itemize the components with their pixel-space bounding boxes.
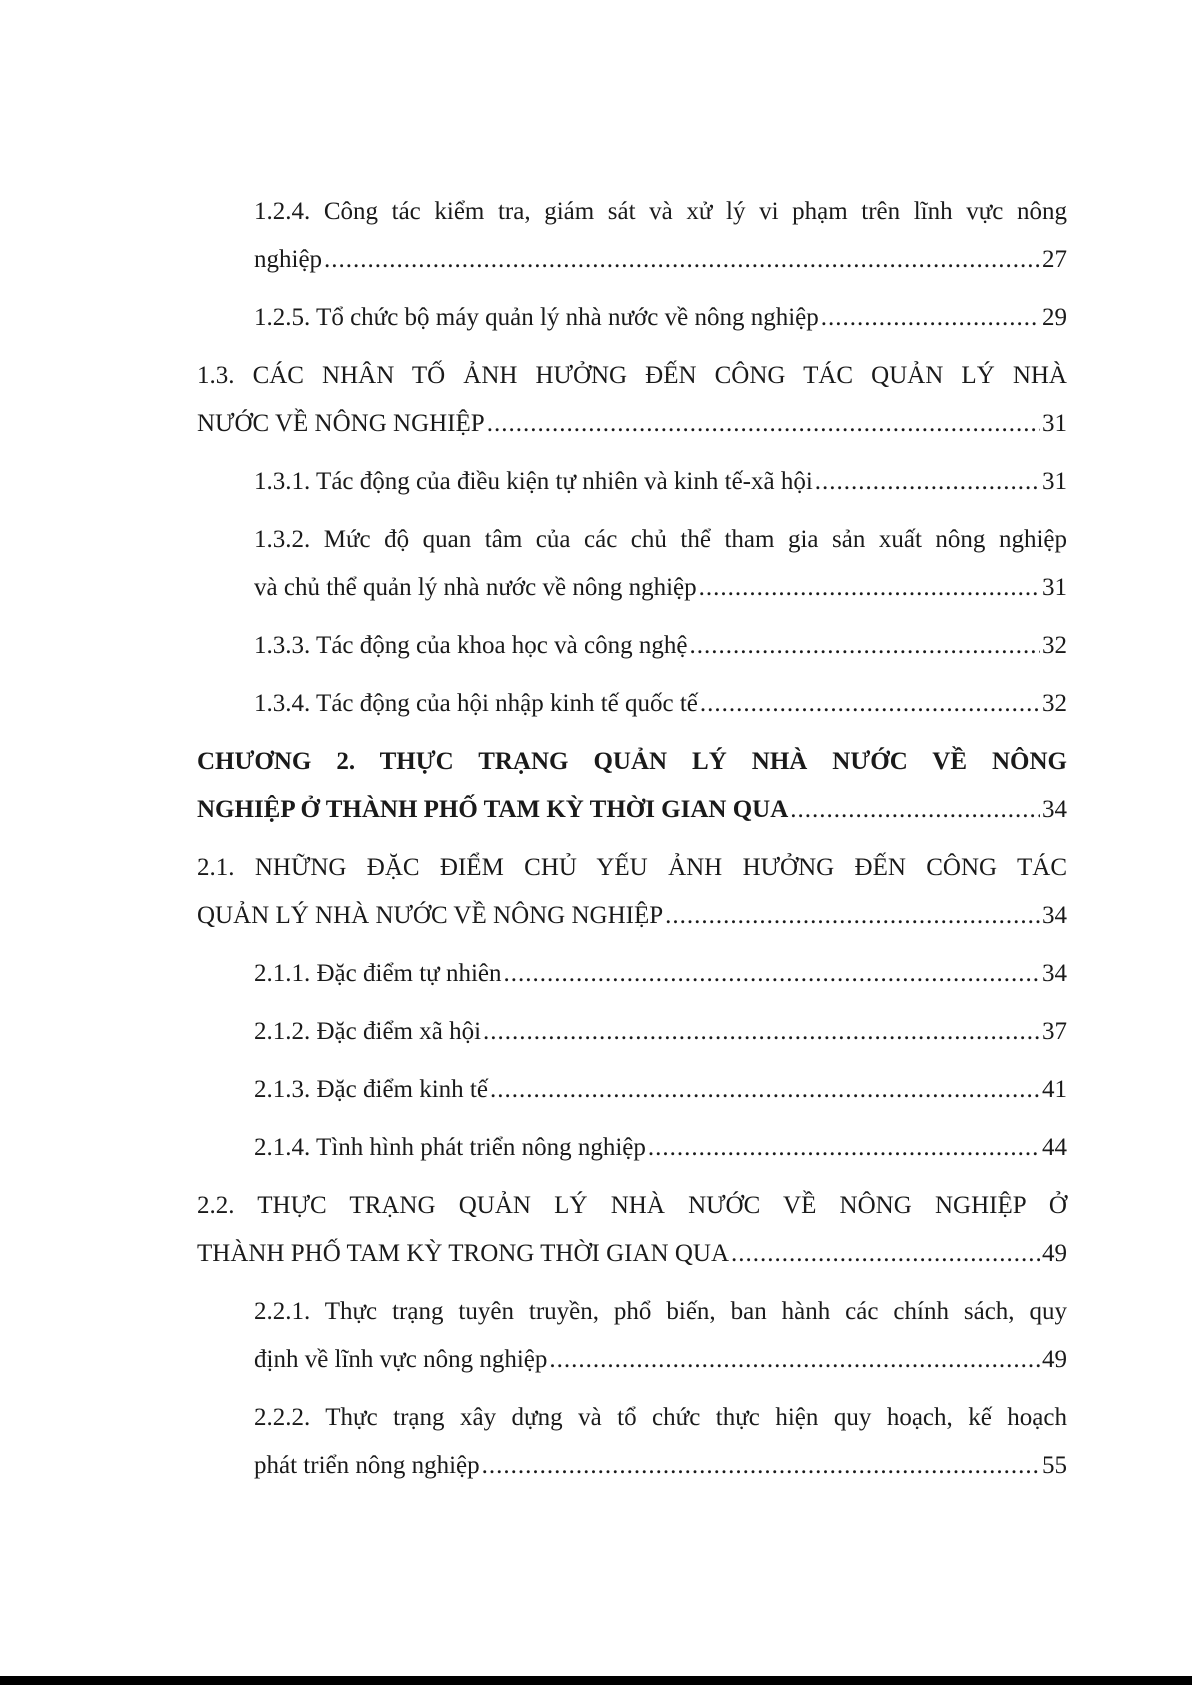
toc-entry-title: phát triển nông nghiệp bbox=[254, 1452, 480, 1479]
dot-leader bbox=[700, 680, 1040, 728]
toc-entry-title: 2.1.4. Tình hình phát triển nông nghiệp bbox=[254, 1134, 646, 1161]
toc-entry-title: 2.1.3. Đặc điểm kinh tế bbox=[254, 1076, 488, 1103]
toc-entry-leader-row bbox=[254, 1442, 1067, 1490]
toc-entry[interactable] bbox=[197, 950, 1067, 998]
toc-entry[interactable] bbox=[197, 738, 1067, 834]
dot-leader bbox=[648, 1124, 1040, 1172]
toc-page-number: 31 bbox=[1042, 410, 1067, 437]
toc-page-number: 29 bbox=[1042, 304, 1067, 331]
toc-entry-title: QUẢN LÝ NHÀ NƯỚC VỀ NÔNG NGHIỆP bbox=[197, 902, 664, 929]
toc-entry[interactable] bbox=[197, 1008, 1067, 1056]
dot-leader bbox=[487, 400, 1040, 448]
toc-page-number: 55 bbox=[1042, 1452, 1067, 1479]
toc-entry[interactable] bbox=[197, 516, 1067, 612]
toc-entry-line: 1.3.2. Mức độ quan tâm của các chủ thể tham gia sản xuất nông nghiệp bbox=[254, 526, 1067, 553]
toc-page-number: 44 bbox=[1042, 1134, 1067, 1161]
dot-leader bbox=[490, 1066, 1040, 1114]
toc-page-number: 32 bbox=[1042, 632, 1067, 659]
dot-leader bbox=[689, 622, 1040, 670]
toc-entry-line: 1.3. CÁC NHÂN TỐ ẢNH HƯỞNG ĐẾN CÔNG TÁC QUẢN LÝ NHÀ bbox=[197, 362, 1067, 389]
toc-entry-leader-row bbox=[254, 458, 1067, 506]
toc-entry-leader-row bbox=[254, 294, 1067, 342]
toc-entry-leader-row bbox=[254, 950, 1067, 998]
toc-page-number: 41 bbox=[1042, 1076, 1067, 1103]
toc-entry-line: 2.2.1. Thực trạng tuyên truyền, phổ biến, ban hành các chính sách, quy bbox=[254, 1298, 1067, 1325]
toc-entry[interactable] bbox=[197, 352, 1067, 448]
bottom-edge-rule bbox=[0, 1676, 1192, 1685]
toc-entry-leader-row bbox=[197, 400, 1067, 448]
toc-entry-title: và chủ thể quản lý nhà nước về nông nghiệp bbox=[254, 574, 697, 601]
toc-page-number: 49 bbox=[1042, 1240, 1067, 1267]
toc-page-number: 31 bbox=[1042, 574, 1067, 601]
toc-page-number: 34 bbox=[1042, 902, 1067, 929]
toc-entry-title: 2.1.2. Đặc điểm xã hội bbox=[254, 1018, 482, 1045]
toc-entry-leader-row bbox=[254, 1008, 1067, 1056]
dot-leader bbox=[549, 1336, 1040, 1384]
toc-entry-title: NƯỚC VỀ NÔNG NGHIỆP bbox=[197, 410, 485, 437]
toc-entry-leader-row bbox=[197, 786, 1067, 834]
toc-entry-title: 1.3.4. Tác động của hội nhập kinh tế quốc tế bbox=[254, 690, 698, 717]
dot-leader bbox=[699, 564, 1040, 612]
toc-entry[interactable] bbox=[197, 1394, 1067, 1490]
table-of-contents bbox=[197, 188, 1067, 1500]
toc-entry[interactable] bbox=[197, 622, 1067, 670]
toc-entry-title: định về lĩnh vực nông nghiệp bbox=[254, 1346, 548, 1373]
toc-entry-leader-row bbox=[254, 1124, 1067, 1172]
toc-entry-title: 2.1.1. Đặc điểm tự nhiên bbox=[254, 960, 502, 987]
toc-entry-leader-row bbox=[254, 1066, 1067, 1114]
toc-entry-title: 1.3.3. Tác động của khoa học và công nghệ bbox=[254, 632, 688, 659]
dot-leader bbox=[504, 950, 1040, 998]
toc-entry[interactable] bbox=[197, 188, 1067, 284]
dot-leader bbox=[324, 236, 1040, 284]
dot-leader bbox=[790, 786, 1040, 834]
toc-entry-leader-row bbox=[254, 1336, 1067, 1384]
toc-entry-leader-row bbox=[197, 1230, 1067, 1278]
toc-entry-title: NGHIỆP Ở THÀNH PHỐ TAM KỲ THỜI GIAN QUA bbox=[197, 796, 789, 823]
toc-entry-title: THÀNH PHỐ TAM KỲ TRONG THỜI GIAN QUA bbox=[197, 1240, 730, 1267]
toc-page-number: 32 bbox=[1042, 690, 1067, 717]
toc-page-number: 34 bbox=[1042, 796, 1067, 823]
toc-entry[interactable] bbox=[197, 1182, 1067, 1278]
toc-entry[interactable] bbox=[197, 844, 1067, 940]
toc-page-number: 34 bbox=[1042, 960, 1067, 987]
toc-entry-leader-row bbox=[197, 892, 1067, 940]
dot-leader bbox=[665, 892, 1040, 940]
toc-entry-line: 1.2.4. Công tác kiểm tra, giám sát và xử lý vi phạm trên lĩnh vực nông bbox=[254, 198, 1067, 225]
toc-entry-leader-row bbox=[254, 564, 1067, 612]
toc-entry-title: nghiệp bbox=[254, 246, 323, 273]
toc-entry-line: 2.1. NHỮNG ĐẶC ĐIỂM CHỦ YẾU ẢNH HƯỞNG ĐẾN CÔNG TÁC bbox=[197, 854, 1067, 881]
toc-entry-title: 1.2.5. Tổ chức bộ máy quản lý nhà nước về nông nghiệp bbox=[254, 304, 819, 331]
toc-entry[interactable] bbox=[197, 680, 1067, 728]
toc-entry[interactable] bbox=[197, 1288, 1067, 1384]
toc-page-number: 31 bbox=[1042, 468, 1067, 495]
toc-entry-line: 2.2. THỰC TRẠNG QUẢN LÝ NHÀ NƯỚC VỀ NÔNG NGHIỆP Ở bbox=[197, 1192, 1067, 1219]
toc-entry-leader-row bbox=[254, 236, 1067, 284]
toc-entry[interactable] bbox=[197, 1066, 1067, 1114]
toc-page-number: 49 bbox=[1042, 1346, 1067, 1373]
toc-entry-line: 2.2.2. Thực trạng xây dựng và tổ chức thực hiện quy hoạch, kế hoạch bbox=[254, 1404, 1067, 1431]
toc-entry-line: CHƯƠNG 2. THỰC TRẠNG QUẢN LÝ NHÀ NƯỚC VỀ NÔNG bbox=[197, 748, 1067, 775]
toc-entry[interactable] bbox=[197, 458, 1067, 506]
dot-leader bbox=[815, 458, 1040, 506]
toc-entry-title: 1.3.1. Tác động của điều kiện tự nhiên và kinh tế-xã hội bbox=[254, 468, 813, 495]
dot-leader bbox=[483, 1008, 1040, 1056]
toc-entry-leader-row bbox=[254, 622, 1067, 670]
toc-page-number: 37 bbox=[1042, 1018, 1067, 1045]
toc-page-number: 27 bbox=[1042, 246, 1067, 273]
toc-entry[interactable] bbox=[197, 1124, 1067, 1172]
dot-leader bbox=[482, 1442, 1040, 1490]
toc-entry-leader-row bbox=[254, 680, 1067, 728]
dot-leader bbox=[731, 1230, 1040, 1278]
dot-leader bbox=[821, 294, 1040, 342]
toc-entry[interactable] bbox=[197, 294, 1067, 342]
